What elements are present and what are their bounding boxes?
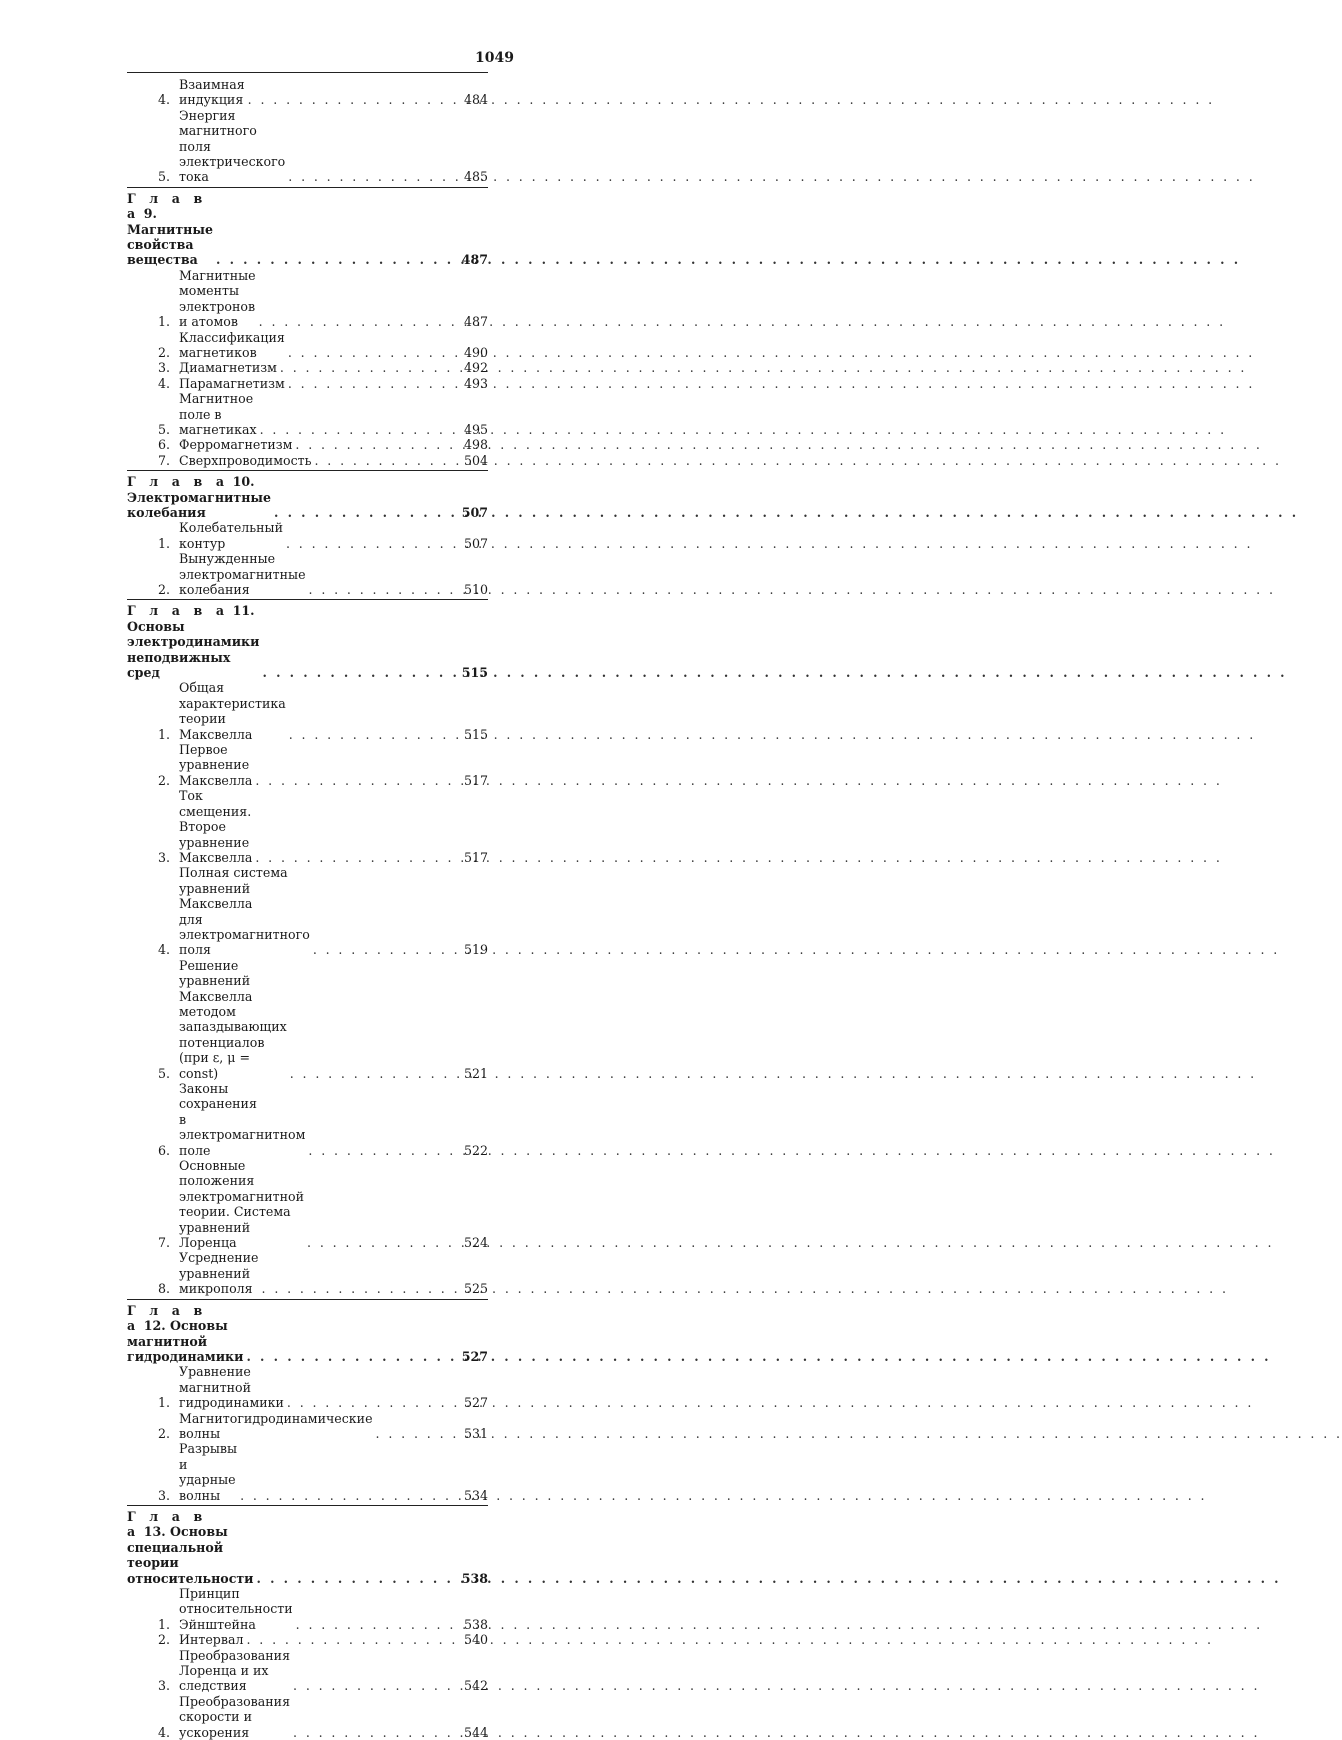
toc-entry-page: 490 — [463, 344, 488, 360]
toc-entry-page: 498 — [463, 437, 488, 453]
toc-entry-title: Ток смещения. Второе уравнение Максвелла — [179, 788, 253, 865]
toc-entry-number: 5. — [157, 169, 170, 185]
toc-entry-title: Г л а в а 11. Основы электродинамики неподвижных сред — [127, 603, 260, 681]
leader-dots — [308, 1143, 457, 1158]
toc-entry-page: 493 — [463, 375, 488, 391]
toc-section[interactable] — [127, 1081, 488, 1158]
toc-entry-title: Полная система уравнений Максвелла для электромагнитного поля — [179, 865, 310, 958]
toc-section[interactable] — [127, 1694, 488, 1740]
leader-dots — [288, 345, 457, 360]
toc-section[interactable] — [127, 376, 488, 391]
toc-entry-page: 538 — [461, 1570, 488, 1586]
toc-entry-page: 527 — [461, 1348, 488, 1364]
toc-entry-page: 517 — [463, 772, 488, 788]
chapter-label: Г л а в а — [127, 474, 229, 490]
toc-chapter[interactable] — [127, 599, 488, 680]
toc-section[interactable] — [127, 360, 488, 375]
toc-section[interactable] — [127, 788, 488, 865]
toc-entry-title: Энергия магнитного поля электрического тока — [179, 107, 286, 185]
toc-entry-number: 1. — [157, 535, 170, 551]
toc-entry-number: 1. — [157, 1395, 170, 1411]
toc-entry-number: 1. — [157, 726, 170, 742]
toc-section[interactable] — [127, 1364, 488, 1410]
toc-entry-title: Вынужденные электромагнитные колебания — [179, 551, 306, 597]
toc-entry-title: Основные положения электромагнитной теории. Система уравнений Лоренца — [179, 1158, 305, 1251]
toc-entry-number: 3. — [157, 360, 170, 376]
toc-entry-title: Преобразования Лоренца и их следствия — [179, 1647, 291, 1694]
toc-section[interactable] — [127, 1250, 488, 1296]
toc-entry-page: 515 — [461, 665, 488, 681]
toc-section[interactable] — [127, 1158, 488, 1250]
toc-chapter[interactable] — [127, 470, 488, 520]
toc-entry-title: Магнитные моменты электронов и атомов — [179, 267, 256, 330]
toc-entry-title: Первое уравнение Максвелла — [179, 742, 253, 788]
toc-entry-title: Принцип относительности Эйнштейна — [179, 1586, 293, 1632]
leader-dots — [280, 360, 457, 375]
leader-dots — [255, 850, 457, 865]
toc-entry-title: Сверхпроводимость — [179, 452, 312, 468]
toc-entry-page: 504 — [463, 452, 488, 468]
toc-chapter[interactable] — [127, 1299, 488, 1365]
leader-dots — [262, 1281, 457, 1296]
table-of-contents — [127, 77, 488, 1740]
toc-entry-title: Г л а в а 12. Основы магнитной гидродинамики — [127, 1302, 244, 1364]
leader-dots — [295, 437, 457, 452]
leader-dots — [216, 252, 457, 267]
leader-dots — [246, 1349, 457, 1364]
toc-entry-page: 507 — [461, 504, 488, 520]
toc-section[interactable] — [127, 1648, 488, 1694]
toc-entry-title: Классификация магнетиков — [179, 329, 285, 360]
toc-entry-title: Общая характеристика теории Максвелла — [179, 680, 286, 742]
toc-entry-number: 2. — [157, 344, 170, 360]
toc-entry-page: 495 — [463, 421, 488, 437]
leader-dots — [287, 1395, 457, 1410]
toc-entry-title: Магнитное поле в магнетиках — [179, 391, 257, 437]
toc-entry-page: 542 — [463, 1678, 488, 1694]
leader-dots — [263, 665, 458, 680]
toc-section[interactable] — [127, 437, 488, 452]
chapter-label: Г л а в а — [127, 190, 207, 222]
toc-entry-title: Диамагнетизм — [179, 360, 277, 376]
toc-entry-number: 4. — [157, 92, 170, 108]
toc-entry-title: Магнитогидродинамические волны — [179, 1410, 373, 1441]
toc-entry-title: Решение уравнений Максвелла методом запаздывающих потенциалов (при ε, μ = const) — [179, 957, 287, 1081]
toc-entry-page: 524 — [463, 1235, 488, 1251]
leader-dots — [293, 1725, 457, 1740]
toc-entry-number: 2. — [157, 1632, 170, 1648]
toc-entry-number: 4. — [157, 375, 170, 391]
chapter-label: Г л а в а — [127, 1302, 207, 1334]
leader-dots — [289, 727, 457, 742]
toc-section[interactable] — [127, 108, 488, 185]
leader-dots — [313, 942, 457, 957]
leader-dots — [255, 773, 457, 788]
toc-entry-page: 531 — [463, 1425, 488, 1441]
toc-section[interactable] — [127, 391, 488, 437]
leader-dots — [288, 376, 457, 391]
toc-section[interactable] — [127, 865, 488, 957]
toc-entry-title: Взаимная индукция — [179, 77, 245, 108]
toc-entry-title: Интервал — [179, 1632, 244, 1648]
toc-entry-number: 3. — [157, 849, 170, 865]
toc-entry-number: 5. — [157, 421, 170, 437]
toc-chapter[interactable] — [127, 1505, 488, 1586]
leader-dots — [248, 92, 457, 107]
toc-entry-title: Парамагнетизм — [179, 375, 285, 391]
toc-entry-page: 534 — [463, 1487, 488, 1503]
toc-section[interactable] — [127, 680, 488, 742]
page-number: 1049 — [475, 50, 514, 66]
toc-entry-number: 6. — [157, 1142, 170, 1158]
leader-dots — [296, 1617, 457, 1632]
toc-entry-page: 484 — [463, 92, 488, 108]
toc-section[interactable] — [127, 742, 488, 788]
toc-entry-page: 525 — [463, 1281, 488, 1297]
toc-entry-number: 2. — [157, 772, 170, 788]
toc-section[interactable] — [127, 958, 488, 1081]
toc-section[interactable] — [127, 1586, 488, 1632]
toc-entry-number: 7. — [157, 452, 170, 468]
toc-entry-title: Г л а в а 10. Электромагнитные колебания — [127, 474, 272, 520]
toc-entry-title: Усреднение уравнений микрополя — [179, 1250, 259, 1297]
toc-section[interactable] — [127, 1441, 488, 1503]
toc-entry-page: 517 — [463, 849, 488, 865]
toc-entry-page: 507 — [463, 535, 488, 551]
toc-entry-number: 2. — [157, 1425, 170, 1441]
toc-entry-number: 8. — [157, 1281, 170, 1297]
toc-entry-number: 7. — [157, 1235, 170, 1251]
toc-entry-number: 4. — [157, 1724, 170, 1740]
leader-dots — [293, 1678, 457, 1693]
toc-chapter[interactable] — [127, 187, 488, 268]
toc-section[interactable] — [127, 551, 488, 597]
toc-entry-page: 492 — [463, 360, 488, 376]
toc-section[interactable] — [127, 77, 488, 108]
toc-entry-title: Уравнение магнитной гидродинамики — [179, 1364, 284, 1411]
toc-entry-page: 510 — [463, 582, 488, 597]
leader-dots — [260, 422, 457, 437]
toc-entry-title: Г л а в а 9. Магнитные свойства вещества — [127, 190, 214, 268]
toc-entry-page: 544 — [463, 1724, 488, 1740]
toc-entry-number: 6. — [157, 437, 170, 453]
chapter-label: Г л а в а — [127, 1508, 207, 1540]
leader-dots — [307, 1235, 457, 1250]
toc-entry-title: Преобразования скорости и ускорения — [179, 1693, 291, 1740]
leader-dots — [376, 1426, 457, 1441]
toc-entry-title: Ферромагнетизм — [179, 437, 293, 453]
header-rule — [127, 72, 488, 73]
toc-section[interactable] — [127, 453, 488, 468]
leader-dots — [288, 169, 457, 184]
toc-entry-title: Колебательный контур — [179, 520, 283, 551]
toc-entry-page: 540 — [463, 1632, 488, 1648]
toc-entry-number: 1. — [157, 314, 170, 330]
chapter-label: Г л а в а — [127, 603, 229, 619]
leader-dots — [290, 1066, 457, 1081]
leader-dots — [274, 505, 457, 520]
toc-section[interactable] — [127, 1632, 488, 1647]
toc-entry-number: 3. — [157, 1678, 170, 1694]
toc-entry-page: 515 — [463, 726, 488, 742]
toc-section[interactable] — [127, 268, 488, 330]
toc-entry-title: Разрывы и ударные волны — [179, 1441, 238, 1503]
leader-dots — [240, 1488, 457, 1503]
toc-section[interactable] — [127, 1411, 488, 1442]
toc-entry-number: 5. — [157, 1065, 170, 1081]
toc-entry-number: 4. — [157, 942, 170, 958]
leader-dots — [314, 453, 457, 468]
toc-entry-number: 1. — [157, 1616, 170, 1632]
toc-entry-number: 2. — [157, 582, 170, 597]
toc-entry-page: 519 — [463, 942, 488, 958]
toc-entry-page: 538 — [463, 1616, 488, 1632]
toc-entry-number: 3. — [157, 1487, 170, 1503]
toc-entry-title: Законы сохранения в электромагнитном поле — [179, 1081, 306, 1158]
leader-dots — [259, 314, 457, 329]
leader-dots — [286, 536, 457, 551]
toc-entry-page: 527 — [463, 1395, 488, 1411]
leader-dots — [246, 1632, 457, 1647]
toc-entry-title: Г л а в а 13. Основы специальной теории относительности — [127, 1508, 254, 1586]
toc-section[interactable] — [127, 520, 488, 551]
toc-entry-page: 485 — [463, 169, 488, 185]
toc-entry-page: 487 — [463, 314, 488, 330]
toc-section[interactable] — [127, 330, 488, 361]
toc-entry-page: 522 — [463, 1142, 488, 1158]
leader-dots — [257, 1571, 457, 1586]
toc-entry-page: 487 — [461, 252, 488, 268]
toc-entry-page: 521 — [463, 1065, 488, 1081]
leader-dots — [309, 582, 457, 597]
